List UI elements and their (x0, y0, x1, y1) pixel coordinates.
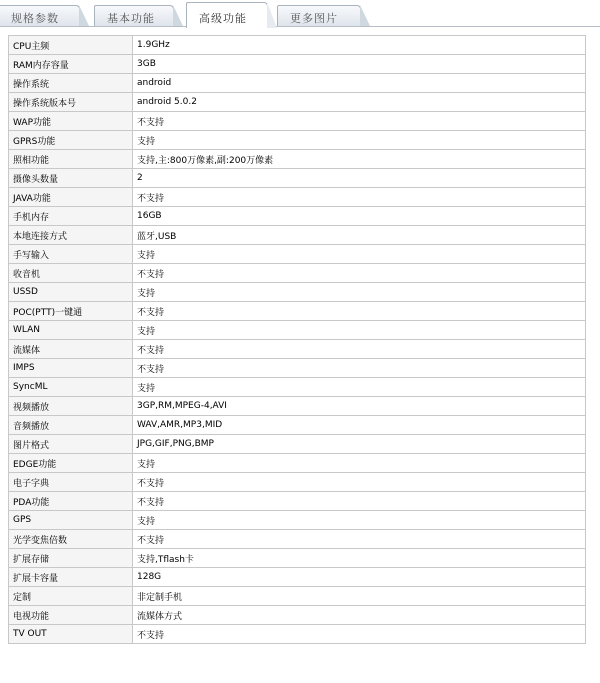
spec-value: 128G (133, 568, 586, 587)
spec-row (9, 511, 586, 530)
spec-name: SyncML (9, 378, 133, 397)
spec-name: 收音机 (9, 264, 133, 283)
spec-value: 支持 (133, 283, 586, 302)
spec-row (9, 226, 586, 245)
spec-value: 不支持 (133, 530, 586, 549)
spec-name: 电视功能 (9, 606, 133, 625)
spec-value: 不支持 (133, 264, 586, 283)
spec-value: 不支持 (133, 340, 586, 359)
spec-value: 2 (133, 169, 586, 188)
spec-value: 1.9GHz (133, 36, 586, 55)
tab-specs[interactable]: 规格参数 (0, 5, 80, 26)
spec-name: WLAN (9, 321, 133, 340)
spec-name: PDA功能 (9, 492, 133, 511)
spec-value: 支持,Tflash卡 (133, 549, 586, 568)
spec-name: 照相功能 (9, 150, 133, 169)
spec-value: 支持 (133, 511, 586, 530)
spec-value: android 5.0.2 (133, 93, 586, 112)
spec-row (9, 131, 586, 150)
spec-name: GPS (9, 511, 133, 530)
spec-value: 支持 (133, 454, 586, 473)
spec-value: 不支持 (133, 359, 586, 378)
spec-row (9, 492, 586, 511)
spec-name: RAM内存容量 (9, 55, 133, 74)
spec-name: 手机内存 (9, 207, 133, 226)
spec-row (9, 359, 586, 378)
spec-row (9, 416, 586, 435)
spec-table-container (8, 35, 586, 644)
spec-row (9, 150, 586, 169)
spec-value: 不支持 (133, 302, 586, 321)
spec-value: JPG,GIF,PNG,BMP (133, 435, 586, 454)
spec-name: 手写输入 (9, 245, 133, 264)
spec-value: 支持,主:800万像素,副:200万像素 (133, 150, 586, 169)
spec-table-body (9, 36, 586, 644)
spec-value: 16GB (133, 207, 586, 226)
spec-row (9, 568, 586, 587)
spec-row (9, 207, 586, 226)
spec-row (9, 435, 586, 454)
spec-name: 音频播放 (9, 416, 133, 435)
spec-value: 流媒体方式 (133, 606, 586, 625)
spec-value: 不支持 (133, 188, 586, 207)
spec-name: 定制 (9, 587, 133, 606)
spec-row (9, 340, 586, 359)
tab-bar-divider (0, 26, 600, 27)
spec-value: 3GP,RM,MPEG-4,AVI (133, 397, 586, 416)
tab-advanced-functions[interactable]: 高级功能 (186, 2, 268, 28)
spec-row (9, 397, 586, 416)
spec-value: 蓝牙,USB (133, 226, 586, 245)
spec-row (9, 169, 586, 188)
spec-row (9, 112, 586, 131)
spec-row (9, 587, 586, 606)
spec-row (9, 625, 586, 644)
spec-name: WAP功能 (9, 112, 133, 131)
spec-value: 3GB (133, 55, 586, 74)
spec-name: EDGE功能 (9, 454, 133, 473)
spec-value: 支持 (133, 131, 586, 150)
spec-name: TV OUT (9, 625, 133, 644)
spec-name: CPU主频 (9, 36, 133, 55)
spec-value: android (133, 74, 586, 93)
spec-value: 不支持 (133, 473, 586, 492)
spec-row (9, 283, 586, 302)
spec-row (9, 74, 586, 93)
spec-name: POC(PTT)一键通 (9, 302, 133, 321)
spec-row (9, 606, 586, 625)
spec-value: 非定制手机 (133, 587, 586, 606)
spec-value: WAV,AMR,MP3,MID (133, 416, 586, 435)
spec-row (9, 321, 586, 340)
spec-name: 视频播放 (9, 397, 133, 416)
spec-value: 不支持 (133, 625, 586, 644)
spec-name: IMPS (9, 359, 133, 378)
spec-name: USSD (9, 283, 133, 302)
spec-row (9, 454, 586, 473)
spec-value: 支持 (133, 321, 586, 340)
spec-row (9, 264, 586, 283)
spec-row (9, 93, 586, 112)
spec-row (9, 473, 586, 492)
spec-name: GPRS功能 (9, 131, 133, 150)
spec-row (9, 302, 586, 321)
spec-name: 本地连接方式 (9, 226, 133, 245)
tab-bar (0, 0, 600, 28)
spec-name: JAVA功能 (9, 188, 133, 207)
spec-row (9, 549, 586, 568)
spec-value: 支持 (133, 378, 586, 397)
tab-basic-functions[interactable]: 基本功能 (94, 5, 174, 26)
spec-row (9, 36, 586, 55)
spec-row (9, 378, 586, 397)
spec-row (9, 188, 586, 207)
spec-table (8, 35, 586, 644)
spec-name: 电子字典 (9, 473, 133, 492)
spec-name: 扩展卡容量 (9, 568, 133, 587)
spec-name: 操作系统版本号 (9, 93, 133, 112)
spec-row (9, 530, 586, 549)
spec-name: 流媒体 (9, 340, 133, 359)
spec-row (9, 245, 586, 264)
spec-row (9, 55, 586, 74)
spec-value: 不支持 (133, 492, 586, 511)
tab-more-images[interactable]: 更多图片 (277, 5, 361, 26)
spec-name: 摄像头数量 (9, 169, 133, 188)
spec-value: 支持 (133, 245, 586, 264)
spec-name: 图片格式 (9, 435, 133, 454)
spec-name: 光学变焦倍数 (9, 530, 133, 549)
spec-name: 操作系统 (9, 74, 133, 93)
spec-name: 扩展存储 (9, 549, 133, 568)
spec-value: 不支持 (133, 112, 586, 131)
